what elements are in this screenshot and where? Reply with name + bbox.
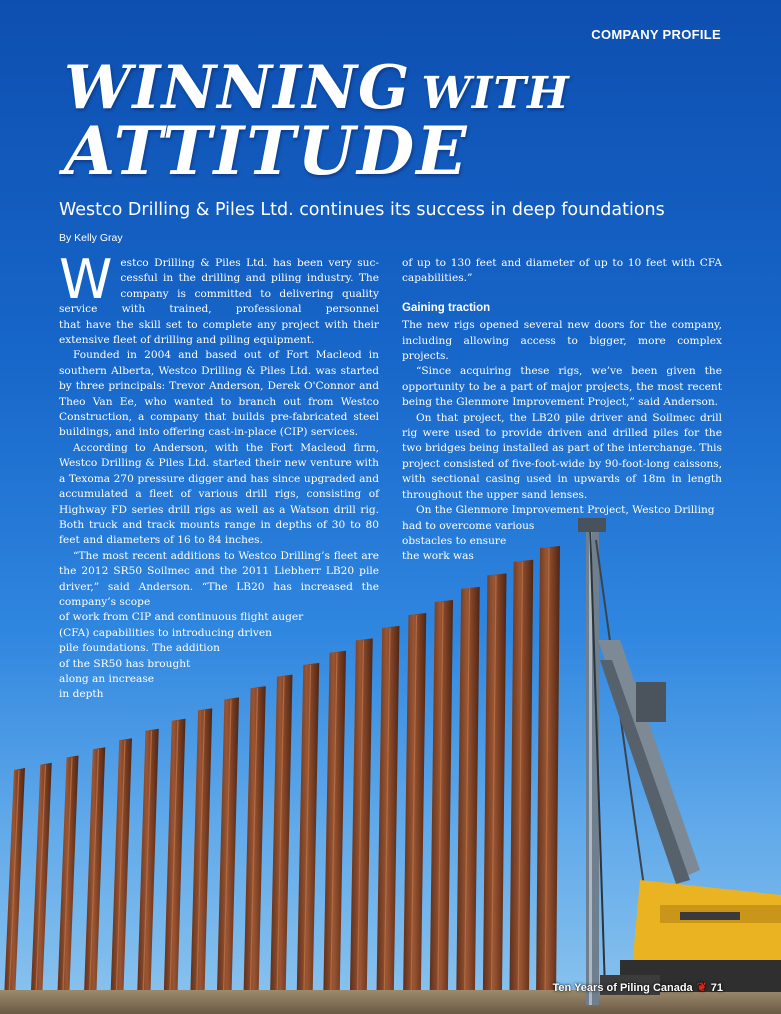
page-footer [552,980,723,994]
text-line: of the SR50 has brought [59,657,191,670]
steel-pile [190,708,212,1000]
steel-pile [376,626,399,1000]
paragraph [59,248,379,348]
steel-pile [456,587,480,1000]
publication-name: Ten Years of Piling Canada [552,982,693,994]
steel-pile [323,651,346,1000]
paragraph: “The most recent additions to Westco Drilling’s fleet are the 2012 SR50 Soilmec and the 2011 Liebherr LB20 pile driver,” said Anderson. “The LB20 has increased the company’s scope [59,549,379,608]
text-run: that have the skill set to complete any project with their extensive fleet of drilling and piling equipment. [59,318,379,347]
subtitle: Westco Drilling & Piles Ltd. continues its success in deep foundations [59,200,665,220]
title-line-2: ATTITUDE [64,112,469,190]
paragraph: According to Anderson, with the Fort Macleod firm, Westco Drilling & Piles Ltd. started their new venture with a Texoma 270 pressure digger and has since upgraded and accumulated a fleet of various drill rigs, consisting of Highway FD series drill rigs as well as a Watson drill rig. Both truck and track mounts range in depths of 30 to 80 feet and diameters of 16 to 84 inches. [59,441,379,547]
steel-pile [403,613,426,1000]
text-line: company is committed to delivering quality [120,287,379,300]
dropcap: W [59,248,113,311]
text-line: (CFA) capabilities to introducing driven [59,626,272,639]
paragraph: On that project, the LB20 pile driver and Soilmec drill rig were used to provide driven and drilled piles for the two bridges being installed as part of the interchange. This project consisted of five-foot-wide by 90-foot-long caissons, with sectional casing used in upwards of 18m in length throughout the upper sand lenses. [402,411,722,501]
steel-pile [270,675,293,1000]
text-line: had to overcome various [402,519,535,532]
text-line: in depth [59,688,104,701]
steel-pile [243,686,265,1000]
article-column-right [402,256,722,565]
byline: By Kelly Gray [59,232,123,244]
paragraph: of up to 130 feet and diameter of up to 10 feet with CFA capabilities.” [402,257,722,285]
paragraph: On the Glenmore Improvement Project, Westco Drilling [416,504,715,517]
text-line: of work from CIP and continuous flight auger [59,611,304,624]
page-number: 71 [710,982,723,994]
text-line: obstacles to ensure [402,534,507,547]
article-column-left [59,248,379,703]
section-label: COMPANY PROFILE [591,27,721,42]
steel-pile [483,573,507,1000]
text-line: service with trained, professional personnel [59,303,379,316]
text-line: pile foundations. The addition [59,642,220,655]
title-word-with: WITH [421,68,570,119]
steel-pile [110,738,132,1000]
pile-driver-rig [578,518,781,1005]
steel-pile [137,729,159,1000]
paragraph: Founded in 2004 and based out of Fort Macleod in southern Alberta, Westco Drilling & Piles Ltd. was started by three principals: Trevor Anderson, Derek O'Connor and Theo Van Ee, who wanted to branch out from Westco Construction, a company that builds pre-fabricated steel buildings, and into offering cast-in-place (CIP) services. [59,349,379,439]
title-line-1 [64,53,570,123]
title-word-winning: WINNING [64,53,411,123]
paragraph: “Since acquiring these rigs, we’ve been given the opportunity to be a part of major projects, the most recent being the Glenmore Improvement Project,” said Anderson. [402,365,722,409]
steel-pile [430,600,453,1000]
maple-leaf-icon: ❦ [696,980,707,994]
text-line: along an increase [59,672,155,685]
text-line: the work was [402,550,474,563]
text-line: cessful in the drilling and piling industry. The [120,272,379,285]
steel-pile [297,663,320,1000]
text-line: estco Drilling & Piles Ltd. has been very suc- [120,257,379,269]
section-heading: Gaining traction [402,301,491,314]
steel-pile [164,719,186,1000]
steel-pile [217,697,239,1000]
paragraph: The new rigs opened several new doors for the company, including allowing access to bigger, more complex projects. [402,319,722,363]
